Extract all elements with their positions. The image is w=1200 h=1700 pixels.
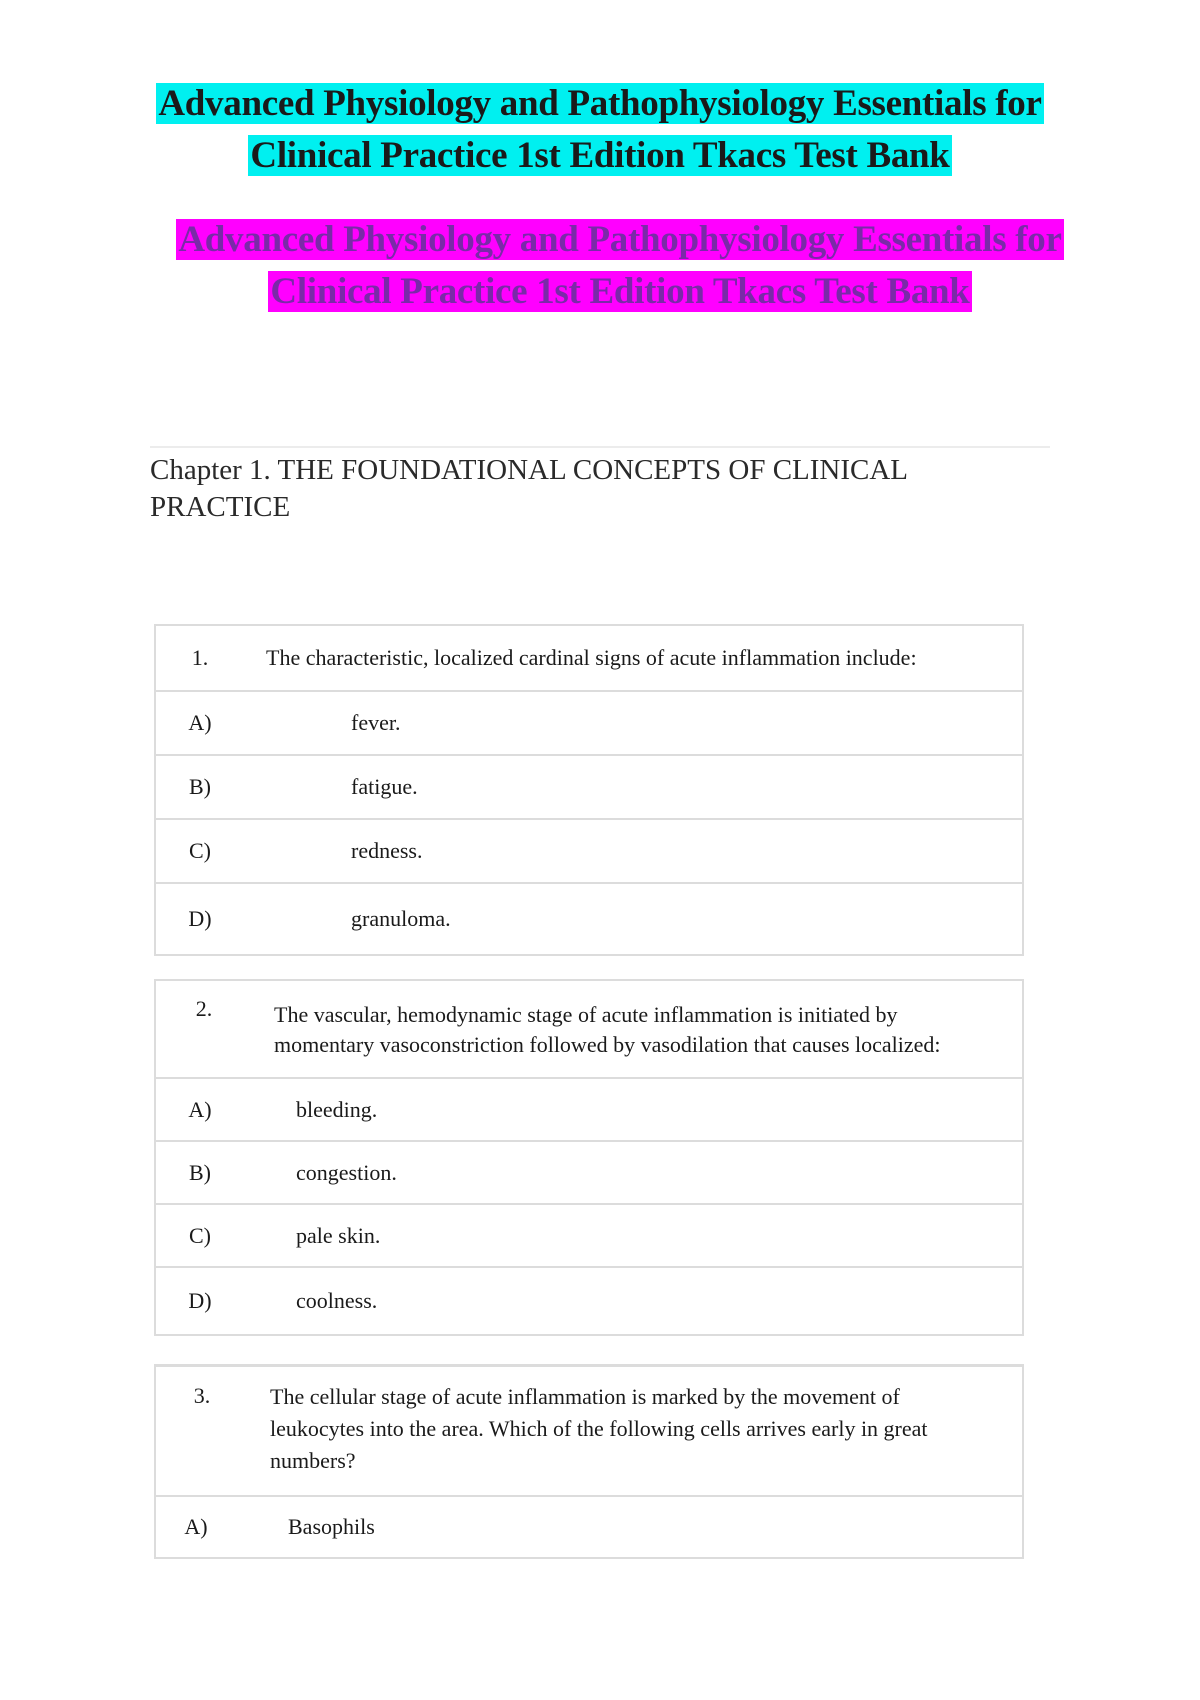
question-stem-row: [156, 1367, 1022, 1495]
option-text: Basophils: [288, 1514, 375, 1539]
question-number: 3.: [193, 1383, 211, 1408]
document-title-highlighted-cyan: [0, 78, 1200, 182]
answer-option-c[interactable]: [156, 818, 1022, 882]
answer-option-b[interactable]: [156, 1140, 1022, 1203]
option-text: bleeding.: [296, 1096, 378, 1122]
question-number: 1.: [191, 645, 209, 670]
option-text: congestion.: [296, 1159, 397, 1185]
question-text-line: numbers?: [270, 1448, 356, 1473]
question-text-line: momentary vasoconstriction followed by vasodilation that causes localized:: [274, 1032, 941, 1057]
document-title-highlighted-magenta: [0, 214, 1200, 318]
option-label: B): [189, 1159, 211, 1185]
option-label: A): [188, 710, 212, 735]
question-text-line: The cellular stage of acute inflammation is marked by the movement of: [270, 1384, 900, 1409]
option-label: D): [188, 1288, 212, 1313]
question-text-line: The vascular, hemodynamic stage of acute inflammation is initiated by: [274, 1002, 898, 1027]
answer-option-a[interactable]: [156, 1495, 1022, 1557]
chapter-heading-line-2: PRACTICE: [150, 491, 291, 523]
question-text-line: leukocytes into the area. Which of the following cells arrives early in great: [270, 1416, 928, 1441]
option-label: A): [188, 1096, 212, 1122]
question-text: [248, 1367, 1022, 1477]
option-text: fatigue.: [351, 774, 418, 799]
chapter-heading: [150, 452, 990, 526]
answer-option-b[interactable]: [156, 754, 1022, 818]
option-text: pale skin.: [296, 1222, 381, 1248]
question-text: [244, 643, 1022, 673]
question-text-line: The characteristic, localized cardinal signs of acute inflammation include:: [266, 645, 917, 670]
option-text: coolness.: [296, 1288, 378, 1313]
option-label: B): [189, 774, 211, 799]
chapter-heading-line-1: Chapter 1. THE FOUNDATIONAL CONCEPTS OF CLINICAL: [150, 454, 909, 486]
option-text: redness.: [351, 838, 423, 863]
question-1-table: [154, 624, 1024, 956]
option-text: granuloma.: [351, 906, 451, 931]
answer-option-d[interactable]: [156, 1266, 1022, 1334]
chapter-divider: [150, 446, 1050, 448]
title-line-1: Advanced Physiology and Pathophysiology Essentials for: [158, 83, 1042, 124]
answer-option-d[interactable]: [156, 882, 1022, 954]
answer-option-a[interactable]: [156, 690, 1022, 754]
question-text: [252, 998, 1022, 1060]
question-2-table: [154, 979, 1024, 1336]
question-number: 2.: [195, 996, 213, 1021]
title-line-1: Advanced Physiology and Pathophysiology Essentials for: [178, 219, 1062, 260]
option-label: D): [188, 906, 212, 931]
option-label: C): [189, 1222, 211, 1248]
option-label: C): [189, 838, 211, 863]
question-stem-row: [156, 626, 1022, 690]
question-3-table: [154, 1364, 1024, 1559]
option-label: A): [184, 1514, 208, 1539]
answer-option-c[interactable]: [156, 1203, 1022, 1266]
question-stem-row: [156, 981, 1022, 1077]
title-line-2: Clinical Practice 1st Edition Tkacs Test Bank: [250, 135, 950, 176]
title-line-2: Clinical Practice 1st Edition Tkacs Test Bank: [270, 271, 970, 312]
option-text: fever.: [351, 710, 401, 735]
answer-option-a[interactable]: [156, 1077, 1022, 1140]
